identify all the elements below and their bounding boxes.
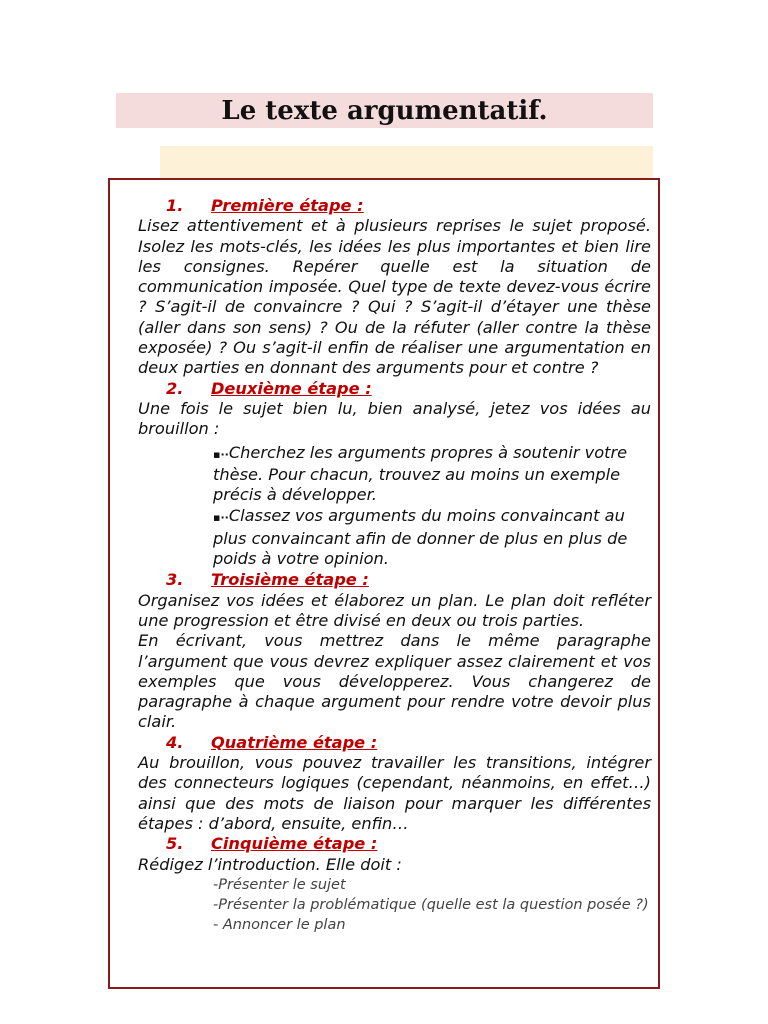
sub-list <box>138 875 651 936</box>
step-4 <box>138 733 651 834</box>
list-item-text: Classez vos arguments du moins convaincant au plus convaincant afin de donner de plus en plus de poids à votre opinion. <box>213 506 628 569</box>
step-number: 1. <box>166 196 184 215</box>
bullet-list <box>138 443 651 570</box>
list-item: -Présenter la problématique (quelle est la question posée ?) <box>213 897 649 914</box>
list-item: - Annoncer le plan <box>213 917 346 934</box>
step-heading <box>138 733 651 753</box>
header-band <box>160 146 653 178</box>
step-2 <box>138 379 651 570</box>
step-number: 5. <box>166 834 184 854</box>
step-heading <box>138 570 651 590</box>
step-paragraph: Rédigez l’introduction. Elle doit : <box>138 854 402 874</box>
list-item <box>213 443 651 506</box>
step-title: Deuxième étape : <box>211 378 372 398</box>
step-paragraph: Lisez attentivement et à plusieurs reprises le sujet proposé. Isolez les mots-clés, les idées les plus importantes et bien lire les consignes. Repérer quelle est la situation de communication imposée. Quel type de texte devez-vous écrire ? S’agit-il de convaincre ? Qui ? S’agit-il d’étayer une thèse (aller dans son sens) ? Ou de la réfuter (aller contre la thèse exposée) ? Ou s’agit-il enfin de réaliser une argumentation en deux parties en donnant des arguments pour et contre ? <box>138 216 651 378</box>
step-3 <box>138 570 651 732</box>
step-1 <box>138 196 651 379</box>
step-title: Cinquième étape : <box>211 834 378 854</box>
step-paragraph: Organisez vos idées et élaborez un plan. Le plan doit refléter une progression et être divisé en deux ou trois parties. <box>138 590 651 630</box>
step-number: 3. <box>166 570 184 590</box>
document-body <box>138 196 651 936</box>
step-paragraph: Au brouillon, vous pouvez travailler les transitions, intégrer des connecteurs logiques (cependant, néanmoins, en effet…) ainsi que des mots de liaison pour marquer les différentes étapes : d’abord, ensuite, enfin… <box>138 753 651 833</box>
list-item-text: Cherchez les arguments propres à soutenir votre thèse. Pour chacun, trouvez au moins un exemple précis à développer. <box>213 442 628 505</box>
step-number: 2. <box>166 378 184 398</box>
page-title: Le texte argumentatif. <box>221 96 548 126</box>
bullet-marker-icon: ▪·· <box>213 447 229 461</box>
step-title: Première étape : <box>211 196 364 215</box>
step-heading <box>138 834 651 854</box>
step-title: Troisième étape : <box>211 570 369 590</box>
step-title: Quatrième étape : <box>211 732 378 752</box>
step-heading <box>138 196 651 216</box>
step-heading <box>138 379 651 399</box>
step-number: 4. <box>166 732 184 752</box>
list-item <box>213 506 651 569</box>
bullet-marker-icon: ▪·· <box>213 511 229 525</box>
step-5 <box>138 834 651 935</box>
step-paragraph: En écrivant, vous mettrez dans le même paragraphe l’argument que vous devrez expliquer assez clairement et vos exemples que vous développerez. Vous changerez de paragraphe à chaque argument pour rendre votre devoir plus clair. <box>138 631 651 732</box>
list-item: -Présenter le sujet <box>213 876 346 893</box>
step-paragraph: Une fois le sujet bien lu, bien analysé, jetez vos idées au brouillon : <box>138 398 651 439</box>
